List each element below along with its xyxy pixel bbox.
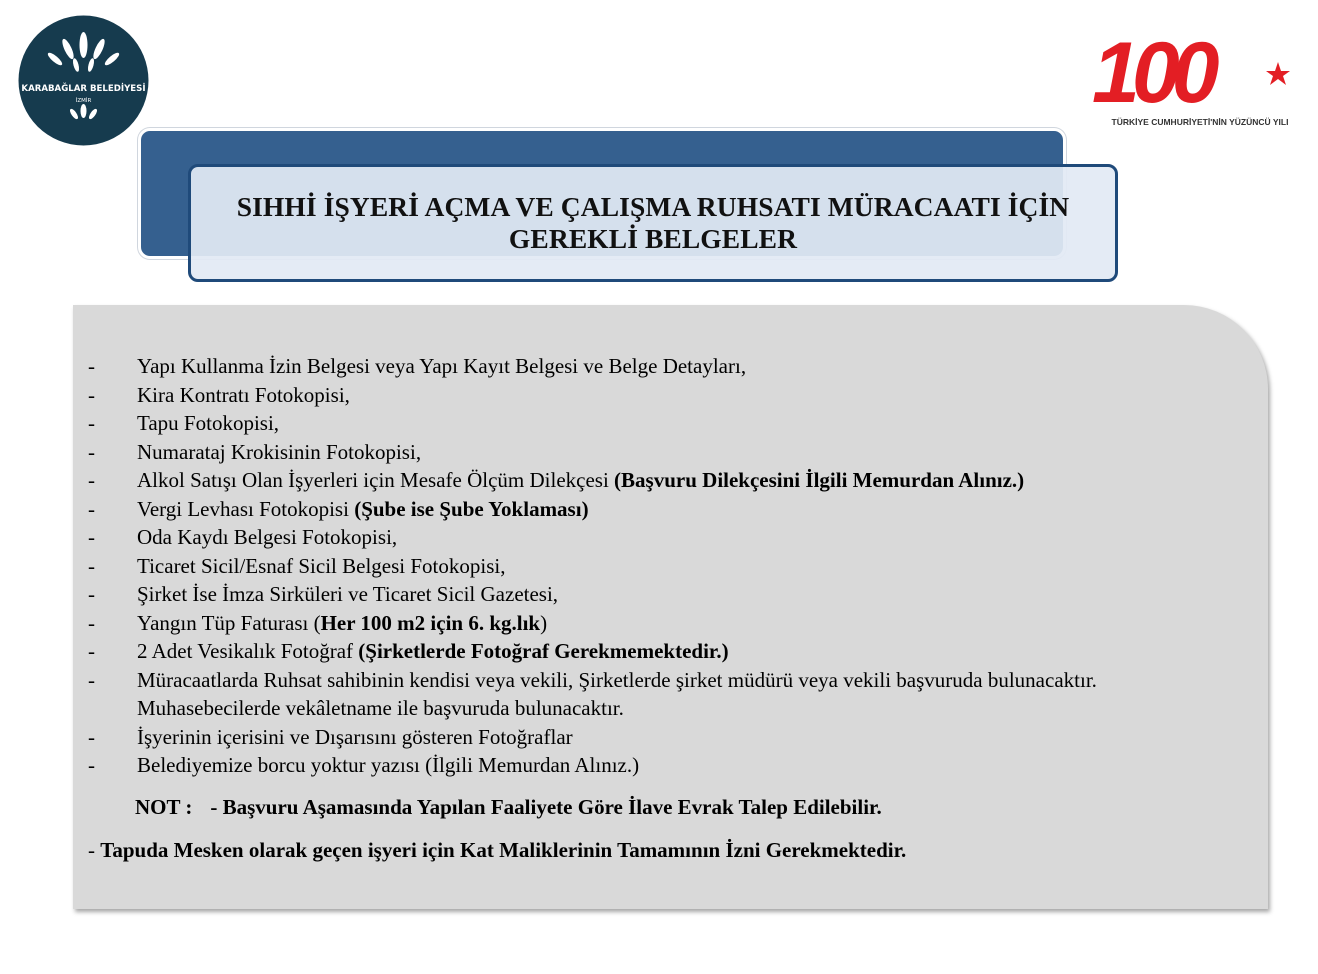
list-item: - Numarataj Krokisinin Fotokopisi,	[88, 439, 422, 464]
note-line	[135, 795, 882, 820]
logo-left-text: KARABAĞLAR BELEDİYESİ	[21, 84, 146, 94]
logo-right-number: 100	[1092, 25, 1212, 121]
title-line-2: GEREKLİ BELGELER	[508, 223, 798, 254]
title-line-1: SIHHİ İŞYERİ AÇMA VE ÇALIŞMA RUHSATI MÜRACAATI İÇİN	[236, 191, 1070, 222]
note-label: NOT :	[135, 795, 193, 819]
karabaglar-logo	[18, 15, 149, 146]
logo-left-subtext: İZMİR	[75, 98, 92, 104]
note-text: - Başvuru Aşamasında Yapılan Faaliyete Göre İlave Evrak Talep Edilebilir.	[210, 795, 882, 819]
list-item: - Yapı Kullanma İzin Belgesi veya Yapı Kayıt Belgesi ve Belge Detayları,	[88, 354, 747, 378]
list-item: - Oda Kaydı Belgesi Fotokopisi,	[88, 525, 398, 549]
list-item: - İşyerinin içerisini ve Dışarısını gösteren Fotoğraflar	[88, 724, 573, 749]
tapu-note-text: Tapuda Mesken olarak geçen işyeri için Kat Maliklerinin Tamamının İzni Gerekmektedir.	[100, 838, 907, 862]
logo-right-caption: TÜRKİYE CUMHURİYETİ'NİN YÜZÜNCÜ YILI	[1111, 117, 1289, 127]
list-item: - Kira Kontratı Fotokopisi,	[88, 382, 350, 407]
page-title	[188, 164, 1118, 282]
list-item: - Tapu Fotokopisi,	[88, 411, 280, 435]
list-item: - Müracaatlarda Ruhsat sahibinin kendisi veya vekili, Şirketlerde şirket müdürü veya vekili başvuruda bulunacaktır.	[88, 667, 1097, 692]
turkiye-100-logo	[1088, 22, 1298, 132]
tapu-note: - Tapuda Mesken olarak geçen işyeri için Kat Maliklerinin Tamamının İzni Gerekmektedir.	[88, 838, 907, 862]
star-icon	[1266, 62, 1290, 85]
list-item: - Vergi Levhası Fotokopisi (Şube ise Şube Yoklaması)	[88, 496, 589, 521]
documents-list	[88, 352, 1097, 780]
list-item: - 2 Adet Vesikalık Fotoğraf (Şirketlerde Fotoğraf Gerekmemektedir.)	[88, 639, 729, 663]
list-item: Muhasebecilerde vekâletname ile başvuruda bulunacaktır.	[137, 696, 624, 720]
list-item: - Belediyemize borcu yoktur yazısı (İlgili Memurdan Alınız.)	[88, 753, 640, 777]
list-item: - Şirket İse İmza Sirküleri ve Ticaret Sicil Gazetesi,	[88, 582, 559, 606]
list-item: - Alkol Satışı Olan İşyerleri için Mesafe Ölçüm Dilekçesi (Başvuru Dilekçesini İlgili Memurdan Alınız.)	[88, 468, 1025, 492]
list-item: - Yangın Tüp Faturası (Her 100 m2 için 6. kg.lık)	[88, 610, 548, 635]
list-item: - Ticaret Sicil/Esnaf Sicil Belgesi Fotokopisi,	[88, 553, 506, 578]
